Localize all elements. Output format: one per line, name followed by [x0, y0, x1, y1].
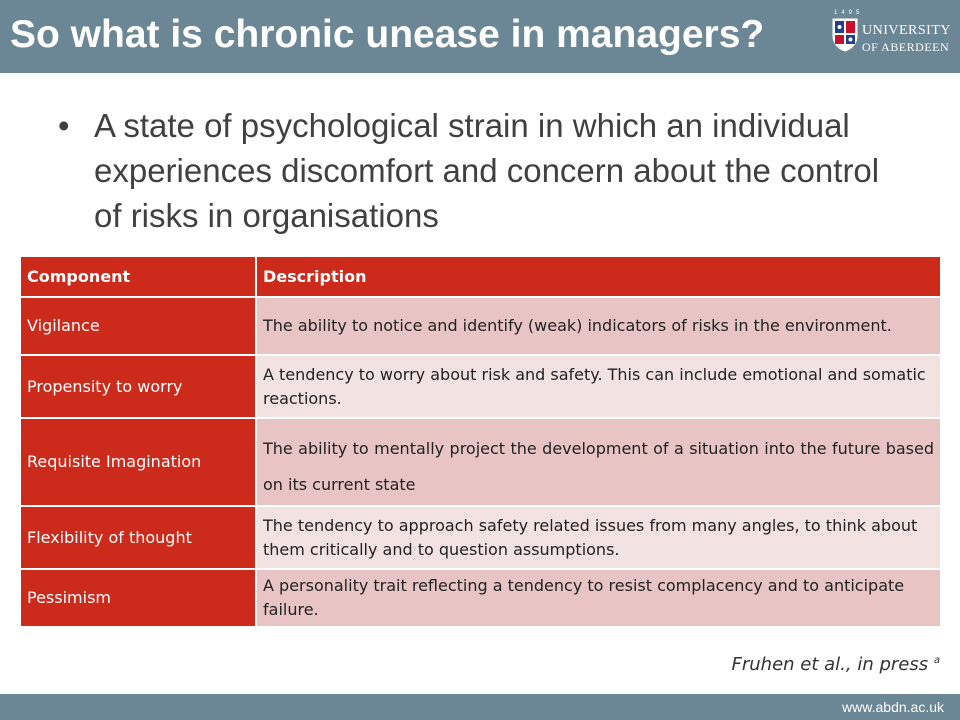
university-logo — [828, 10, 956, 66]
logo-year: 1495 — [834, 10, 864, 16]
header-description: Description — [256, 256, 941, 297]
citation-superscript: a — [933, 655, 940, 666]
logo-of-aberdeen: OF ABERDEEN — [862, 40, 950, 54]
description-cell: A personality trait reflecting a tendency to resist complacency and to anticipate failure. — [256, 569, 941, 627]
components-table — [19, 255, 942, 628]
definition-text: A state of psychological strain in which an individual experiences discomfort and concern about the control of risks in organisations — [94, 107, 880, 234]
header-component: Component — [20, 256, 256, 297]
header-bar — [0, 0, 960, 73]
table-row — [20, 355, 941, 418]
table-row — [20, 297, 941, 355]
table-header-row — [20, 256, 941, 297]
component-cell: Requisite Imagination — [20, 418, 256, 506]
definition-bullet — [58, 103, 888, 238]
table-row — [20, 418, 941, 506]
logo-university: UNIVERSITY — [862, 23, 951, 38]
footer-bar — [0, 694, 960, 720]
component-cell: Flexibility of thought — [20, 506, 256, 569]
description-cell: The ability to notice and identify (weak) indicators of risks in the environment. — [256, 297, 941, 355]
component-cell: Pessimism — [20, 569, 256, 627]
description-cell: A tendency to worry about risk and safety. This can include emotional and somatic reactions. — [256, 355, 941, 418]
footer-url: www.abdn.ac.uk — [842, 699, 944, 715]
slide-title: So what is chronic unease in managers? — [10, 13, 765, 56]
description-cell: The tendency to approach safety related issues from many angles, to think about them critically and to question assumptions. — [256, 506, 941, 569]
table-row — [20, 569, 941, 627]
crest-icon — [832, 18, 858, 52]
citation-text: Fruhen et al., in press — [731, 654, 929, 675]
bullet-dot-icon: • — [58, 107, 70, 144]
citation — [732, 654, 941, 675]
description-cell: The ability to mentally project the development of a situation into the future based on its current state — [256, 418, 941, 506]
component-cell: Propensity to worry — [20, 355, 256, 418]
table-row — [20, 506, 941, 569]
component-cell: Vigilance — [20, 297, 256, 355]
